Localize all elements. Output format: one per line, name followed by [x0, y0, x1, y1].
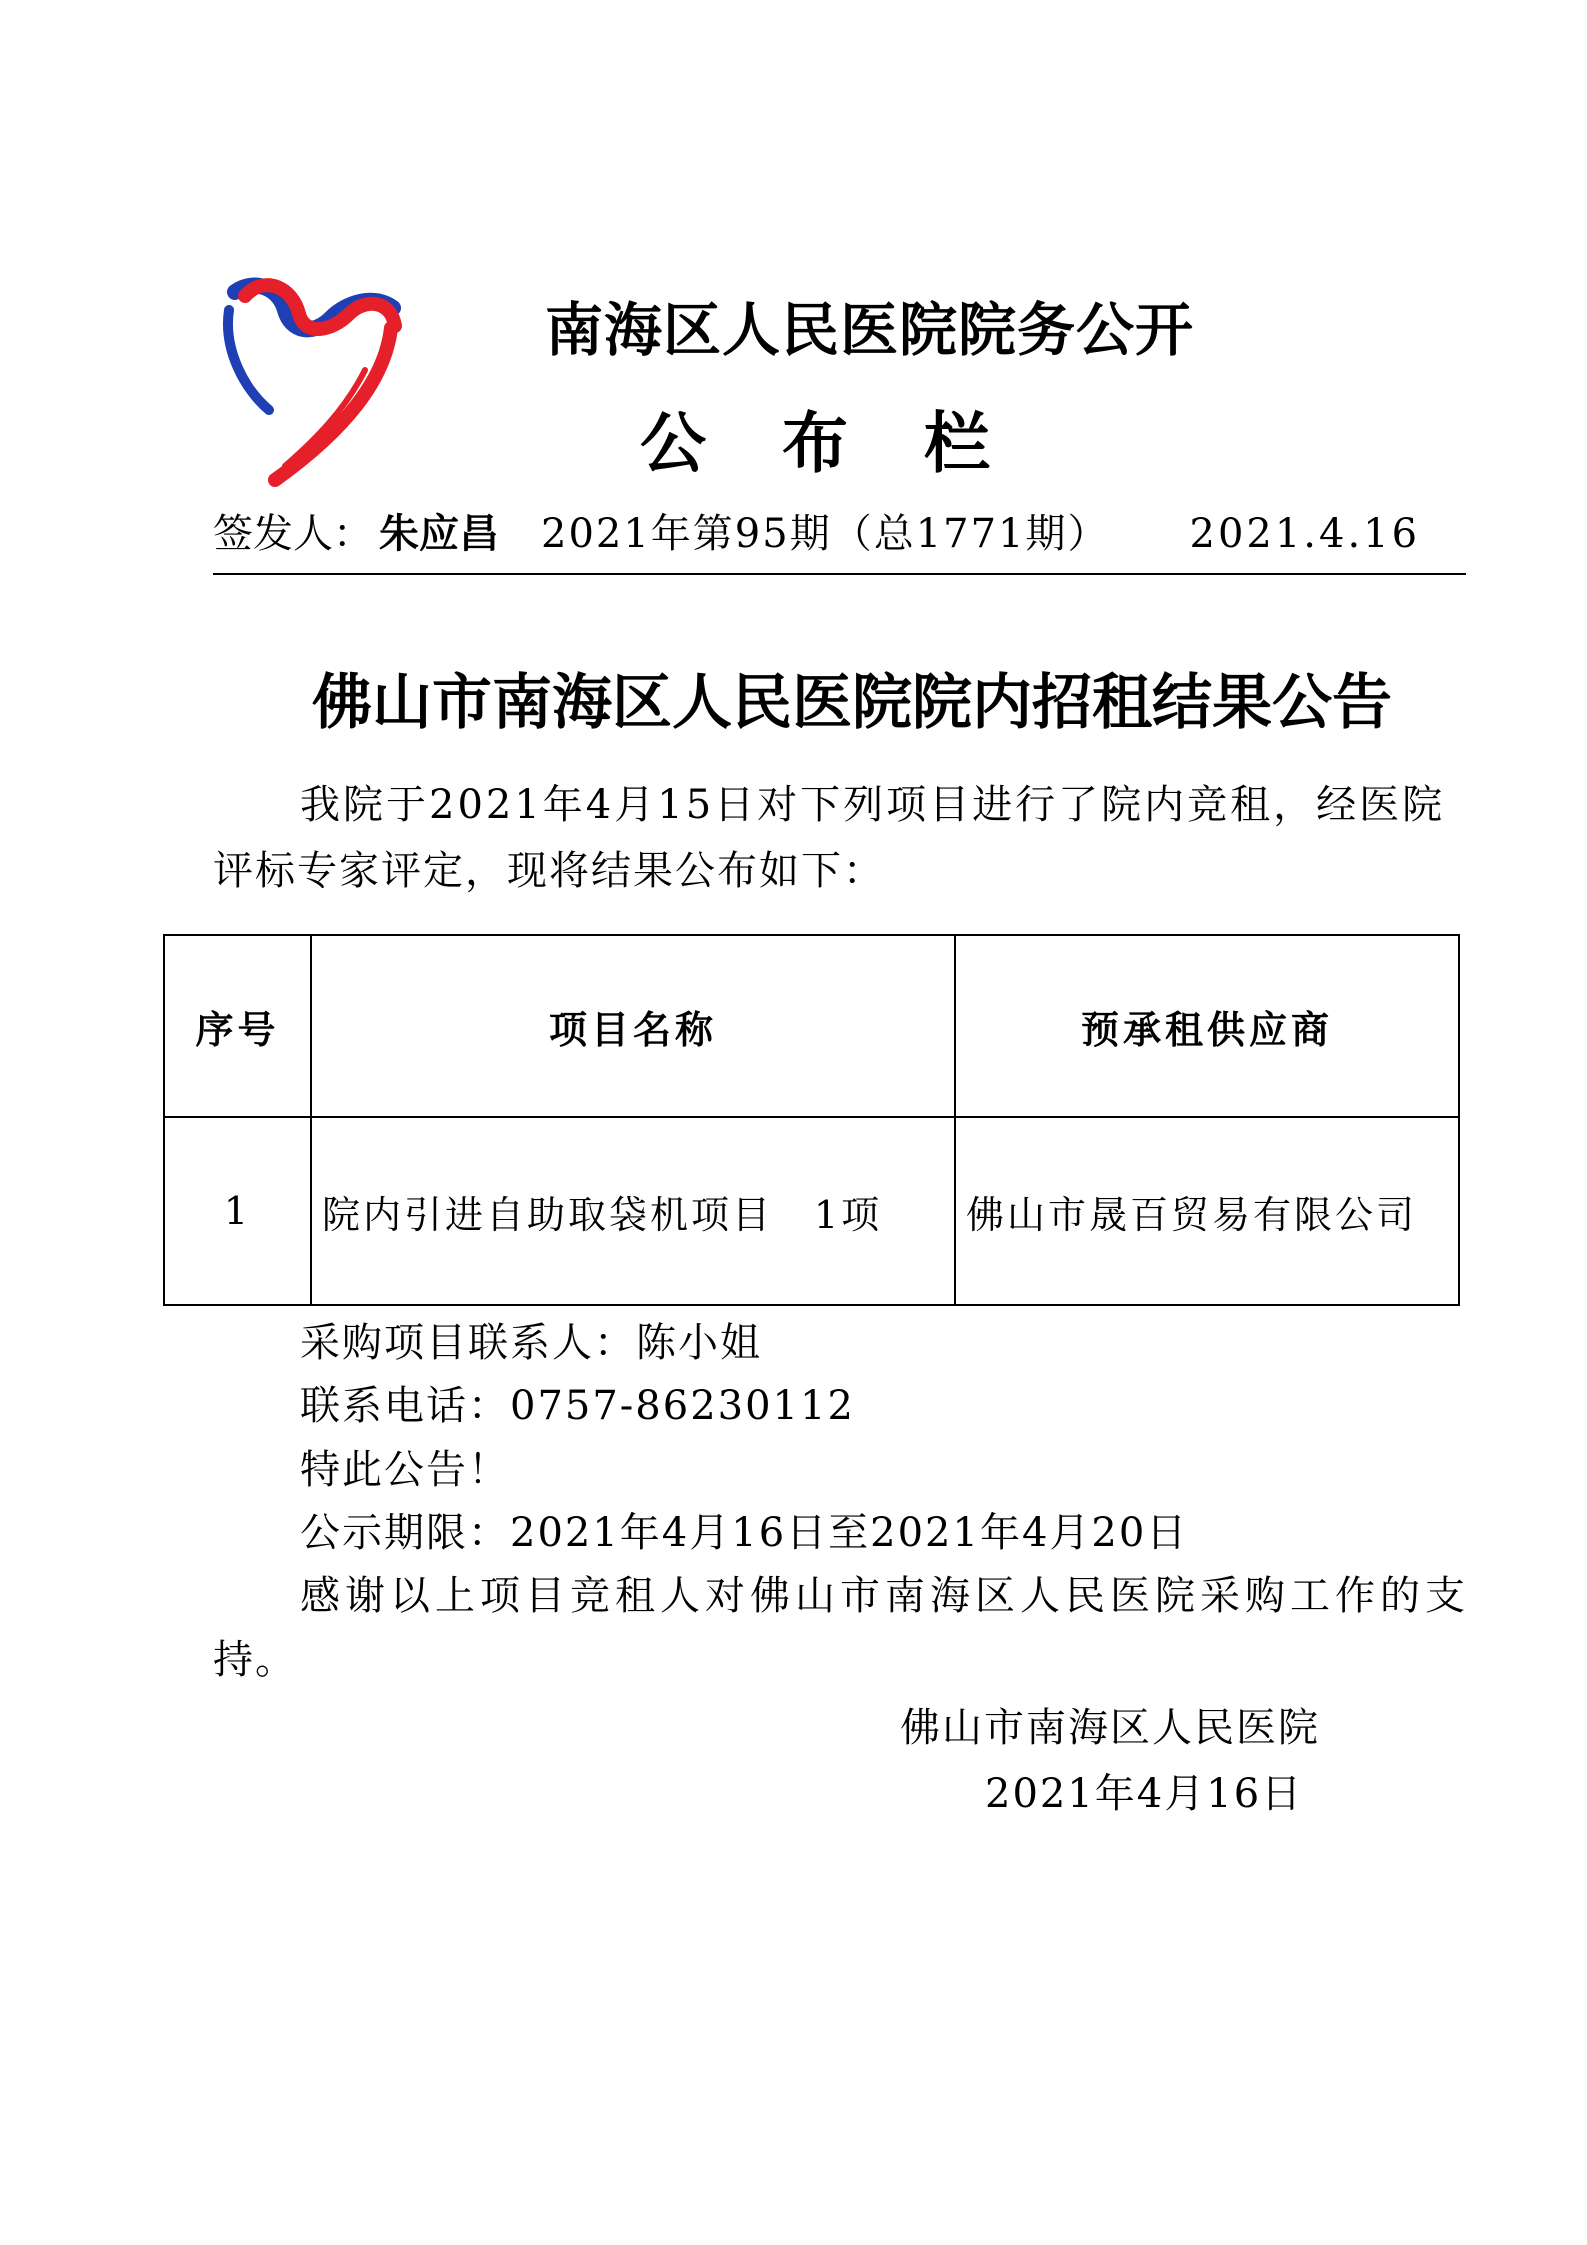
- thanks-line-1: 感谢以上项目竞租人对佛山市南海区人民医院采购工作的支: [300, 1573, 1470, 1619]
- signer-label: 签发人：: [213, 511, 373, 557]
- row-no: 1: [164, 1117, 311, 1305]
- document-title: 佛山市南海区人民医院院内招租结果公告: [312, 668, 1392, 738]
- hospital-logo-icon: [215, 270, 405, 490]
- signer-name: 朱应昌: [379, 510, 499, 557]
- thanks-line-2: 持。: [213, 1637, 297, 1683]
- issue-number: 2021年第95期（总1771期）: [541, 511, 1110, 557]
- row-supplier: 佛山市晟百贸易有限公司: [955, 1117, 1459, 1305]
- notice-period: 公示期限：2021年4月16日至2021年4月20日: [300, 1510, 1189, 1556]
- org-title: 南海区人民医院院务公开: [545, 296, 1195, 364]
- intro-line-1: 我院于2021年4月15日对下列项目进行了院内竞租，经医院: [300, 782, 1446, 828]
- header-supplier: 预承租供应商: [955, 935, 1459, 1117]
- intro-line-2: 评标专家评定，现将结果公布如下：: [213, 848, 885, 894]
- board-title: 公布栏: [640, 405, 1066, 482]
- result-table: [163, 934, 1460, 1306]
- issue-date: 2021.4.16: [1189, 511, 1421, 557]
- notice-text: 特此公告！: [300, 1447, 510, 1493]
- header-project: 项目名称: [311, 935, 955, 1117]
- issue-line: [213, 502, 1420, 559]
- signature-date: 2021年4月16日: [985, 1771, 1304, 1817]
- table-header-row: [164, 935, 1459, 1117]
- header-no: 序号: [164, 935, 311, 1117]
- signature-org: 佛山市南海区人民医院: [900, 1705, 1320, 1751]
- contact-person: 采购项目联系人：陈小姐: [300, 1320, 762, 1366]
- table-row: [164, 1117, 1459, 1305]
- row-project: 院内引进自助取袋机项目 1项: [311, 1117, 955, 1305]
- header-divider: [213, 573, 1466, 575]
- contact-phone: 联系电话：0757-86230112: [300, 1383, 855, 1429]
